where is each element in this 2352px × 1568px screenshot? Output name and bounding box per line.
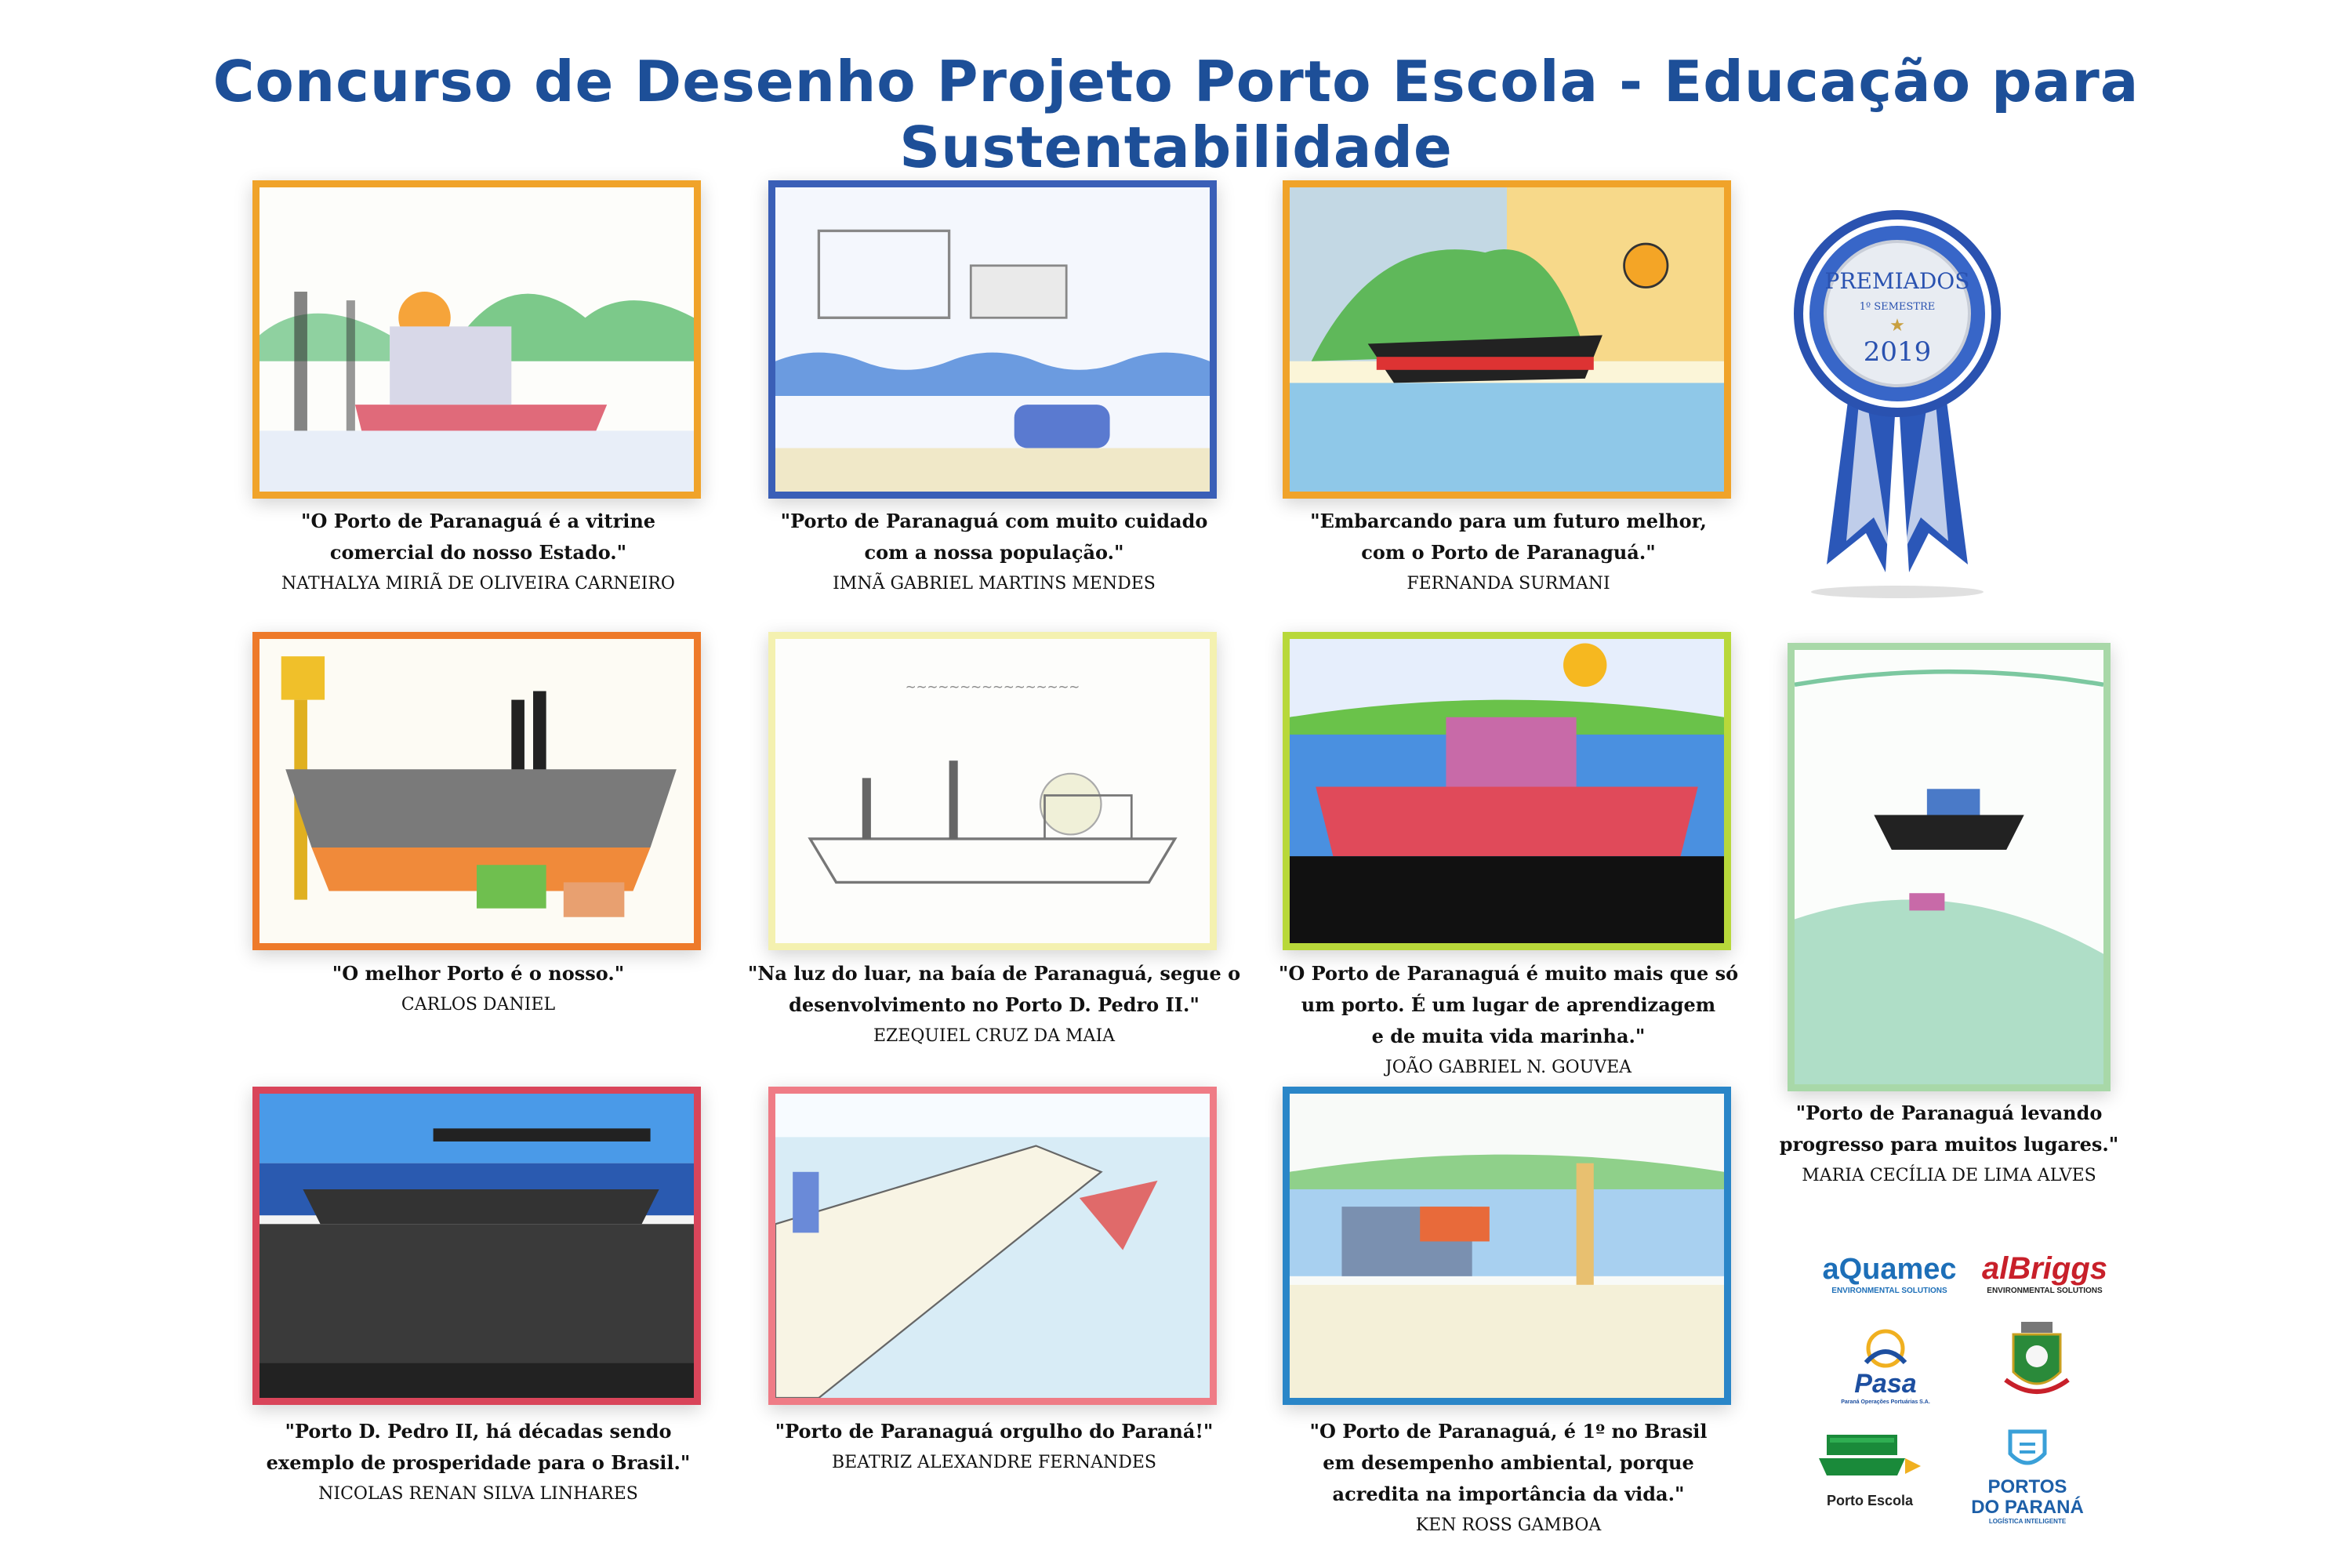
caption-1 [235, 506, 721, 600]
caption-author: IMNÃ GABRIEL MARTINS MENDES [833, 574, 1156, 593]
caption-author: BEATRIZ ALEXANDRE FERNANDES [832, 1453, 1156, 1472]
badge-mid-text: 1º SEMESTRE [1859, 301, 1936, 313]
caption-author: EZEQUIEL CRUZ DA MAIA [873, 1026, 1116, 1046]
caption-quote: "Porto D. Pedro II, há décadas sendo exemplo de prosperidade para o Brasil." [266, 1420, 691, 1474]
award-ribbon-badge [1780, 196, 2015, 604]
drawing-frame-10 [1283, 1087, 1731, 1405]
star-icon: ★ [1889, 316, 1905, 336]
caption-author: NATHALYA MIRIÃ DE OLIVEIRA CARNEIRO [281, 574, 675, 593]
caption-quote: "O Porto de Paranaguá é muito mais que só um porto. É um lugar de aprendizagem e de muita vida marinha." [1278, 962, 1739, 1047]
caption-quote: "O melhor Porto é o nosso." [332, 962, 625, 985]
caption-8 [235, 1416, 721, 1510]
caption-author: JOÃO GABRIEL N. GOUVEA [1385, 1058, 1632, 1077]
drawing-frame-8 [252, 1087, 701, 1405]
caption-author: CARLOS DANIEL [401, 995, 556, 1014]
portos-parana-sub: LOGÍSTICA INTELIGENTE [1988, 1518, 2067, 1525]
caption-2 [751, 506, 1237, 600]
albriggs-logo [1966, 1251, 2123, 1295]
porto-escola-name: Porto Escola [1826, 1493, 1914, 1508]
caption-9 [751, 1416, 1237, 1479]
caption-7 [1706, 1098, 2192, 1192]
drawing-frame-9 [768, 1087, 1217, 1405]
aquamec-sub: ENVIRONMENTAL SOLUTIONS [1831, 1287, 1947, 1295]
drawing-moonlight-ship-image [775, 639, 1210, 943]
shield-icon [2004, 1427, 2051, 1474]
city-coat-of-arms-logo [1998, 1317, 2076, 1403]
caption-6 [1258, 958, 1759, 1083]
pasa-logo [1827, 1325, 1944, 1411]
caption-quote: "Porto de Paranaguá orgulho do Paraná!" [775, 1420, 1214, 1443]
ship-pencil-icon [1819, 1427, 1921, 1490]
albriggs-name: alBriggs [1981, 1251, 2108, 1286]
badge-year-text: 2019 [1863, 336, 1932, 368]
caption-quote: "Porto de Paranaguá levando progresso para muitos lugares." [1779, 1102, 2119, 1156]
caption-5 [743, 958, 1245, 1052]
caption-quote: "Na luz do luar, na baía de Paranaguá, segue o desenvolvimento no Porto D. Pedro II." [747, 962, 1241, 1016]
pasa-emblem-icon [1850, 1325, 1921, 1372]
albriggs-sub: ENVIRONMENTAL SOLUTIONS [1987, 1287, 2103, 1295]
porto-escola-logo [1811, 1427, 1929, 1521]
caption-author: MARIA CECÍLIA DE LIMA ALVES [1802, 1166, 2096, 1185]
drawing-frame-6 [1283, 632, 1731, 950]
coat-of-arms-icon [1998, 1317, 2076, 1403]
drawing-map-ship-image [1795, 650, 2103, 1084]
drawing-frame-5 [768, 632, 1217, 950]
caption-author: FERNANDA SURMANI [1406, 574, 1610, 593]
page-title: Concurso de Desenho Projeto Porto Escola - Educação para Sustentabilidade [212, 49, 2140, 180]
caption-quote: "O Porto de Paranaguá, é 1º no Brasil em desempenho ambiental, porque acredita na importância da vida." [1309, 1420, 1708, 1505]
badge-top-text: PREMIADOS [1824, 268, 1970, 294]
drawing-terminal-cranes-image [1290, 1094, 1724, 1398]
drawing-frame-7 [1788, 643, 2111, 1091]
caption-10 [1265, 1416, 1751, 1541]
aquamec-name: aQuamec [1822, 1253, 1957, 1286]
drawing-aerial-pier-image [775, 1094, 1210, 1398]
drawing-container-ship-image [1290, 639, 1724, 943]
pasa-sub: Paraná Operações Portuárias S.A. [1841, 1399, 1930, 1405]
drawing-ship-sunset-image [1290, 187, 1724, 492]
aquamec-logo [1811, 1253, 1968, 1295]
caption-quote: "Porto de Paranaguá com muito cuidado com a nossa população." [780, 510, 1208, 564]
drawing-frame-1 [252, 180, 701, 499]
caption-quote: "Embarcando para um futuro melhor, com o Porto de Paranaguá." [1310, 510, 1707, 564]
drawing-frame-2 [768, 180, 1217, 499]
pasa-name: Pasa [1854, 1369, 1917, 1399]
caption-3 [1265, 506, 1751, 600]
caption-quote: "O Porto de Paranaguá é a vitrine comercial do nosso Estado." [300, 510, 656, 564]
caption-4 [235, 958, 721, 1021]
drawing-port-ship-image [260, 187, 694, 492]
svg-text:~~~~~~~~~~~~~~~~: ~~~~~~~~~~~~~~~~ [905, 679, 1080, 695]
drawing-crane-ship-image [260, 639, 694, 943]
caption-author: KEN ROSS GAMBOA [1415, 1515, 1602, 1535]
portos-parana-name: PORTOS DO PARANÁ [1971, 1476, 2084, 1518]
drawing-frame-3 [1283, 180, 1731, 499]
drawing-frame-4 [252, 632, 701, 950]
caption-author: NICOLAS RENAN SILVA LINHARES [318, 1484, 638, 1504]
drawing-port-bus-image [775, 187, 1210, 492]
drawing-harbor-cars-image [260, 1094, 694, 1398]
portos-parana-logo [1965, 1427, 2090, 1537]
